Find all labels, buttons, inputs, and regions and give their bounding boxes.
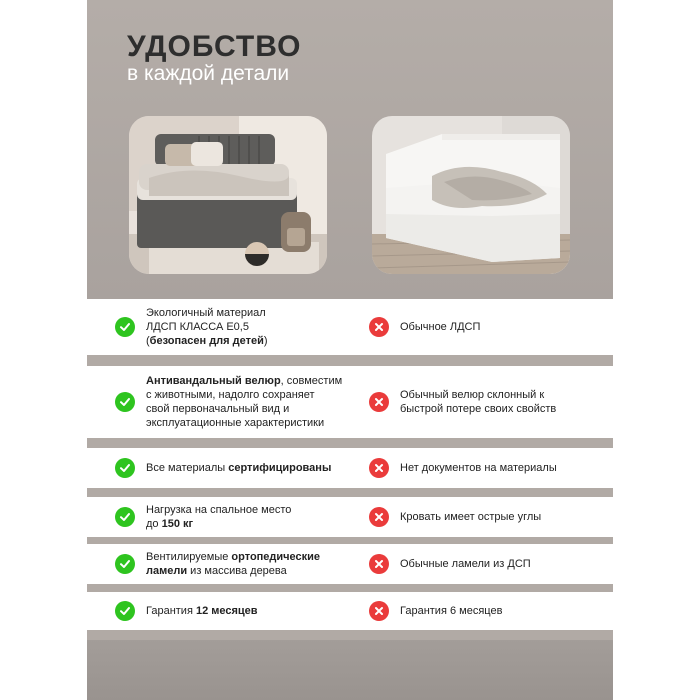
disadvantage-text: Обычные ламели из ДСП (400, 558, 531, 570)
disadvantage-cell (369, 497, 599, 537)
cross-circle-icon (369, 458, 389, 478)
check-circle-icon (115, 601, 135, 621)
comparison-row (87, 448, 613, 488)
advantage-cell (115, 544, 355, 584)
disadvantage-text: Нет документов на материалы (400, 462, 557, 474)
cross-circle-icon (369, 601, 389, 621)
infographic-card (87, 0, 613, 700)
advantage-text: Антивандальный велюр, совместим с животными, надолго сохраняет свой первоначальный вид и эксплуатационные характеристики (146, 375, 343, 429)
disadvantage-text: Гарантия 6 месяцев (400, 605, 503, 617)
check-circle-icon (115, 458, 135, 478)
disadvantage-cell (369, 299, 599, 355)
advantage-text: Экологичный материал ЛДСП КЛАССА Е0,5 (безопасен для детей) (146, 307, 268, 347)
comparison-row (87, 299, 613, 355)
disadvantage-text: Обычный велюр склонный к быстрой потере своих свойств (400, 389, 557, 415)
cross-circle-icon (369, 317, 389, 337)
check-circle-icon (115, 507, 135, 527)
check-circle-icon (115, 392, 135, 412)
disadvantage-cell (369, 592, 599, 630)
advantage-cell (115, 592, 355, 630)
footer-background (87, 640, 613, 700)
page-title: УДОБСТВО (127, 30, 302, 63)
cross-circle-icon (369, 507, 389, 527)
advantage-text: Вентилируемые ортопедические ламели из массива дерева (146, 551, 321, 577)
advantage-cell (115, 366, 355, 438)
disadvantage-text: Кровать имеет острые углы (400, 511, 542, 523)
check-circle-icon (115, 317, 135, 337)
upholstered-bed-photo (129, 116, 327, 274)
page-subtitle: в каждой детали (127, 62, 290, 85)
comparison-row (87, 544, 613, 584)
cross-circle-icon (369, 554, 389, 574)
disadvantage-cell (369, 366, 599, 438)
comparison-row (87, 592, 613, 630)
advantage-text: Гарантия 12 месяцев (146, 605, 258, 617)
comparison-row (87, 366, 613, 438)
advantage-cell (115, 497, 355, 537)
disadvantage-cell (369, 544, 599, 584)
standard-bed-photo (372, 116, 570, 274)
cross-circle-icon (369, 392, 389, 412)
advantage-cell (115, 448, 355, 488)
comparison-row (87, 497, 613, 537)
check-circle-icon (115, 554, 135, 574)
disadvantage-cell (369, 448, 599, 488)
disadvantage-text: Обычное ЛДСП (400, 321, 481, 333)
advantage-text: Все материалы сертифицированы (146, 462, 332, 474)
advantage-text: Нагрузка на спальное место до 150 кг (146, 504, 292, 530)
advantage-cell (115, 299, 355, 355)
